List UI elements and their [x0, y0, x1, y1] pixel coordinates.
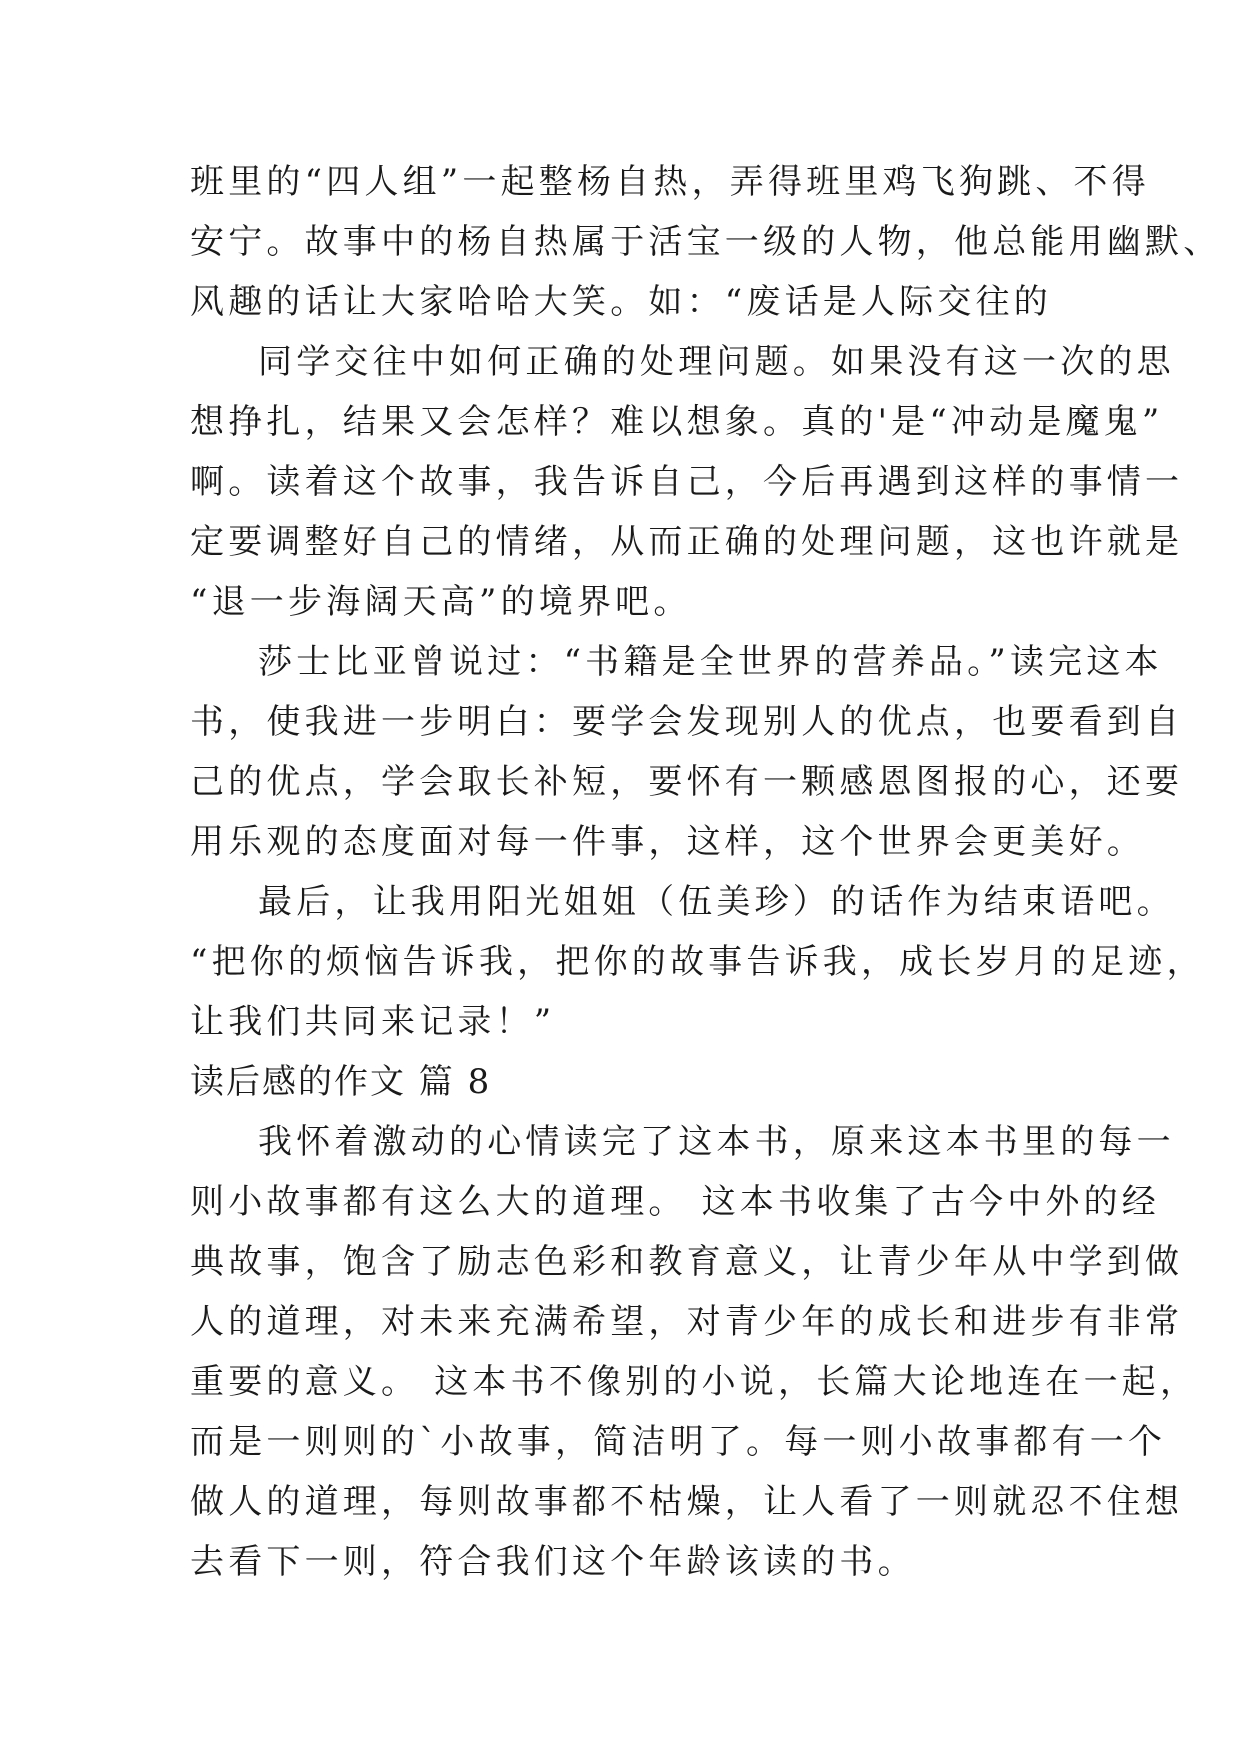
text-line: 己的优点，学会取长补短，要怀有一颗感恩图报的心，还要: [190, 762, 1184, 802]
text-line: 同学交往中如何正确的处理问题。如果没有这一次的思: [258, 342, 1175, 382]
text-line: 班里的“四人组”一起整杨自热，弄得班里鸡飞狗跳、不得: [190, 162, 1150, 202]
paragraph-2: [190, 332, 1184, 632]
text-line: 让我们共同来记录！”: [190, 1002, 556, 1042]
text-line: 最后，让我用阳光姐姐（伍美珍）的话作为结束语吧。: [258, 882, 1175, 922]
text-line: 定要调整好自己的情绪，从而正确的处理问题，这也许就是: [190, 522, 1184, 562]
text-line: 我怀着激动的心情读完了这本书，原来这本书里的每一: [258, 1122, 1175, 1162]
text-line: 风趣的话让大家哈哈大笑。如：“废话是人际交往的: [190, 282, 1052, 322]
text-line: 去看下一则，符合我们这个年龄该读的书。: [190, 1542, 916, 1582]
paragraph-5: [190, 1112, 1199, 1592]
text-line: 啊。读着这个故事，我告诉自己，今后再遇到这样的事情一: [190, 462, 1184, 502]
text-line: 用乐观的态度面对每一件事，这样，这个世界会更美好。: [190, 822, 1145, 862]
text-line: 做人的道理，每则故事都不枯燥，让人看了一则就忍不住想: [190, 1482, 1184, 1522]
text-line: 书，使我进一步明白：要学会发现别人的优点，也要看到自: [190, 702, 1184, 742]
section-heading: [190, 1052, 1060, 1112]
text-line: 莎士比亚曾说过：“书籍是全世界的营养品。”读完这本: [258, 642, 1163, 682]
text-line: 想挣扎，结果又会怎样？难以想象。真的'是“冲动是魔鬼”: [190, 402, 1164, 442]
paragraph-3: [190, 632, 1184, 872]
text-line: 人的道理，对未来充满希望，对青少年的成长和进步有非常: [190, 1302, 1184, 1342]
text-line: 典故事，饱含了励志色彩和教育意义，让青少年从中学到做: [190, 1242, 1184, 1282]
text-line: 则小故事都有这么大的道理。 这本书收集了古今中外的经: [190, 1182, 1161, 1222]
paragraph-1: [190, 152, 1222, 332]
document-body: [190, 152, 1222, 1592]
text-line: 重要的意义。 这本书不像别的小说，长篇大论地连在一起，: [190, 1362, 1199, 1402]
section-title: 读后感的作文 篇 8: [190, 1062, 492, 1102]
text-line: “把你的烦恼告诉我，把你的故事告诉我，成长岁月的足迹，: [190, 942, 1205, 982]
text-line: “退一步海阔天高”的境界吧。: [190, 582, 692, 622]
text-line: 而是一则则的`小故事，简洁明了。每一则小故事都有一个: [190, 1422, 1167, 1462]
paragraph-4: [190, 872, 1205, 1052]
text-line: 安宁。故事中的杨自热属于活宝一级的人物，他总能用幽默、: [190, 222, 1222, 262]
